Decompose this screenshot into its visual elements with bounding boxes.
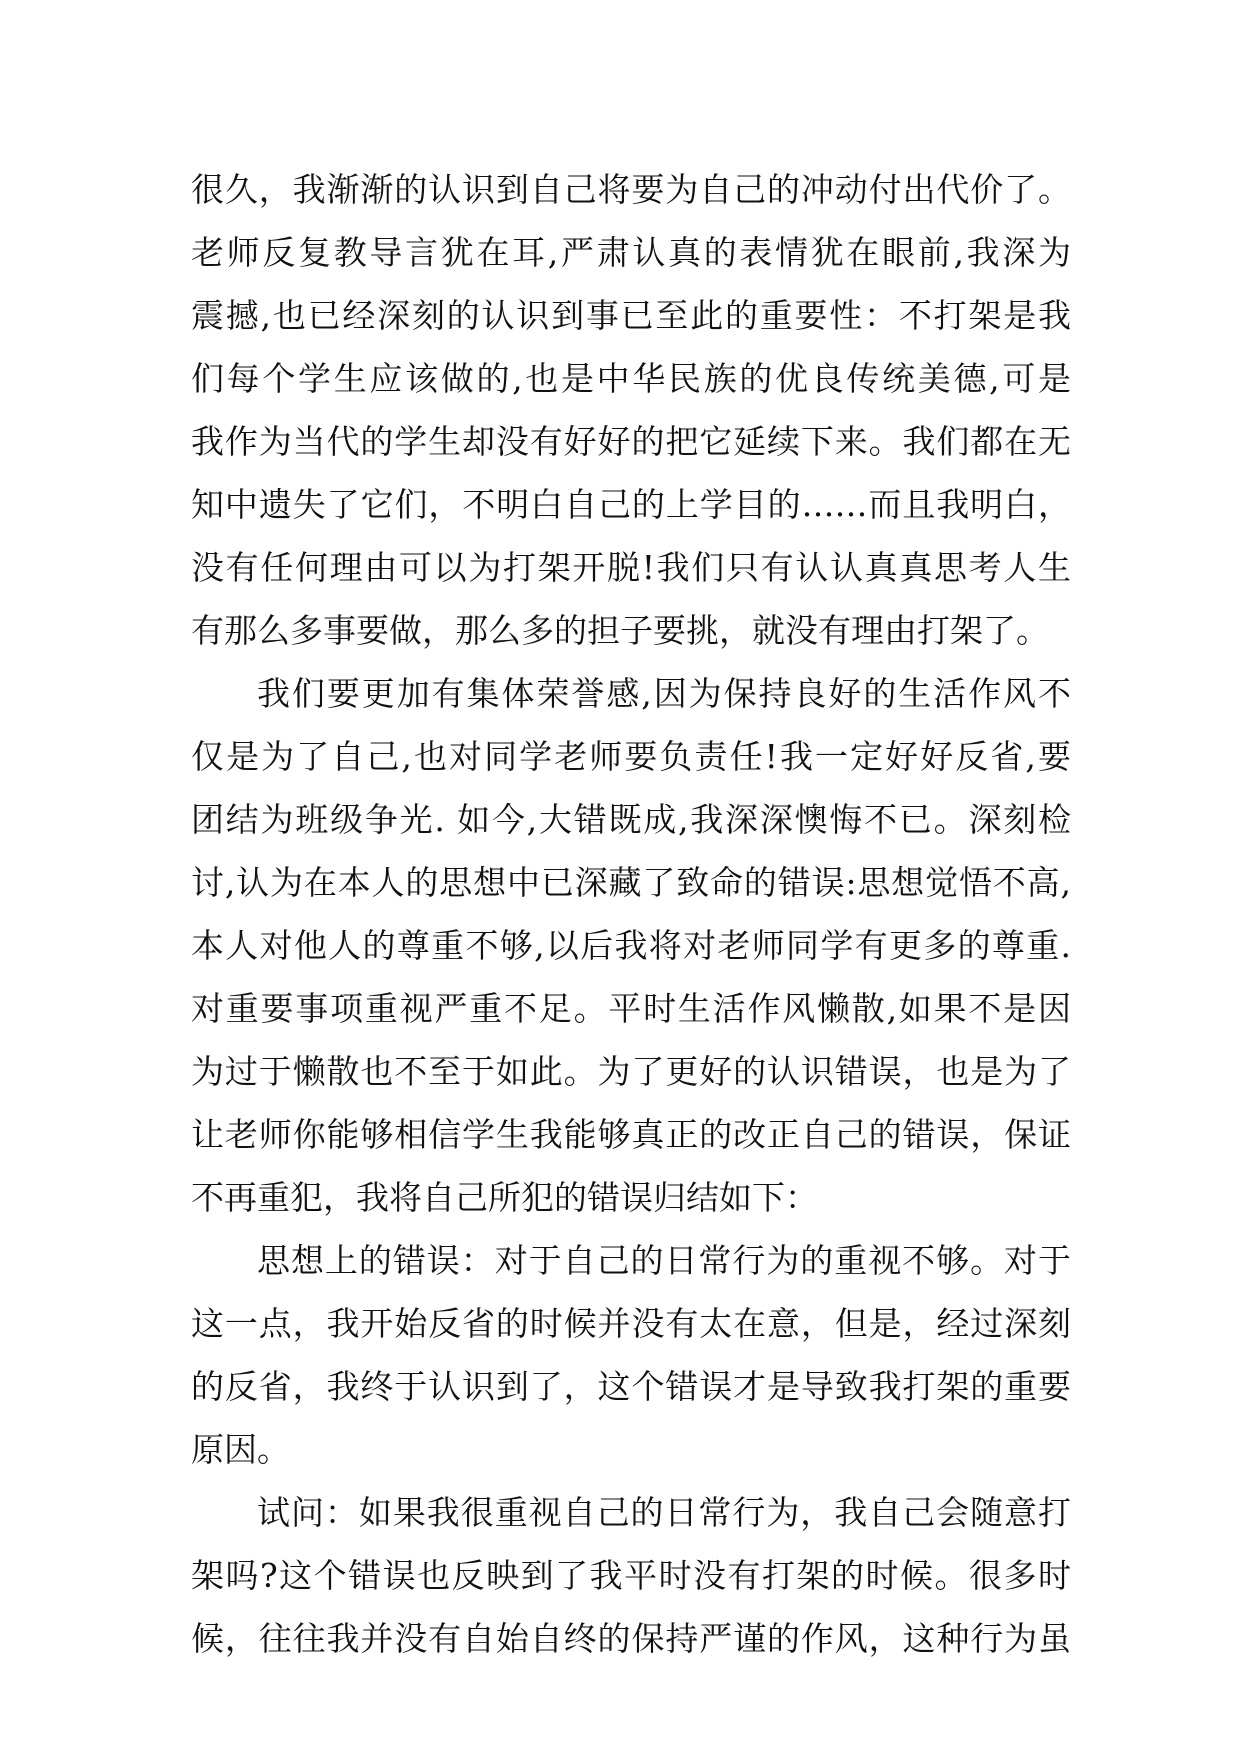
- paragraph-first-line: 试问：如果我很重视自己的日常行为，我自己会随意打: [257, 1493, 1071, 1532]
- text-line: 对重要事项重视严重不足。平时生活作风懒散,如果不是因: [191, 989, 1071, 1028]
- text-line: 仅是为了自己,也对同学老师要负责任!我一定好好反省,要: [191, 737, 1071, 776]
- text-line: 震撼,也已经深刻的认识到事已至此的重要性：不打架是我: [191, 296, 1071, 335]
- text-line: 知中遗失了它们，不明白自己的上学目的……而且我明白，: [191, 485, 1071, 524]
- text-line: 讨,认为在本人的思想中已深藏了致命的错误:思想觉悟不高,: [191, 863, 1071, 902]
- text-line: 很久，我渐渐的认识到自己将要为自己的冲动付出代价了。: [191, 170, 1071, 209]
- text-line: 的反省，我终于认识到了，这个错误才是导致我打架的重要: [191, 1367, 1071, 1406]
- text-line: 为过于懒散也不至于如此。为了更好的认识错误，也是为了: [191, 1052, 1071, 1091]
- text-line: 不再重犯，我将自己所犯的错误归结如下：: [191, 1178, 818, 1217]
- text-line: 团结为班级争光. 如今,大错既成,我深深懊悔不已。深刻检: [191, 800, 1071, 839]
- text-line: 候，往往我并没有自始自终的保持严谨的作风，这种行为虽: [191, 1619, 1071, 1658]
- text-line: 我作为当代的学生却没有好好的把它延续下来。我们都在无: [191, 422, 1071, 461]
- text-line: 这一点，我开始反省的时候并没有太在意，但是，经过深刻: [191, 1304, 1071, 1343]
- text-line: 有那么多事要做，那么多的担子要挑，就没有理由打架了。: [191, 611, 1049, 650]
- text-line: 原因。: [191, 1430, 290, 1469]
- paragraph-first-line: 我们要更加有集体荣誉感,因为保持良好的生活作风不: [257, 674, 1071, 713]
- text-line: 让老师你能够相信学生我能够真正的改正自己的错误，保证: [191, 1115, 1071, 1154]
- text-line: 老师反复教导言犹在耳,严肃认真的表情犹在眼前,我深为: [191, 233, 1071, 272]
- text-line: 们每个学生应该做的,也是中华民族的优良传统美德,可是: [191, 359, 1071, 398]
- document-body: [191, 158, 1071, 1670]
- text-line: 没有任何理由可以为打架开脱!我们只有认认真真思考人生: [191, 548, 1071, 587]
- paragraph-first-line: 思想上的错误：对于自己的日常行为的重视不够。对于: [257, 1241, 1071, 1280]
- text-line: 架吗?这个错误也反映到了我平时没有打架的时候。很多时: [191, 1556, 1071, 1595]
- text-line: 本人对他人的尊重不够,以后我将对老师同学有更多的尊重.: [191, 926, 1071, 965]
